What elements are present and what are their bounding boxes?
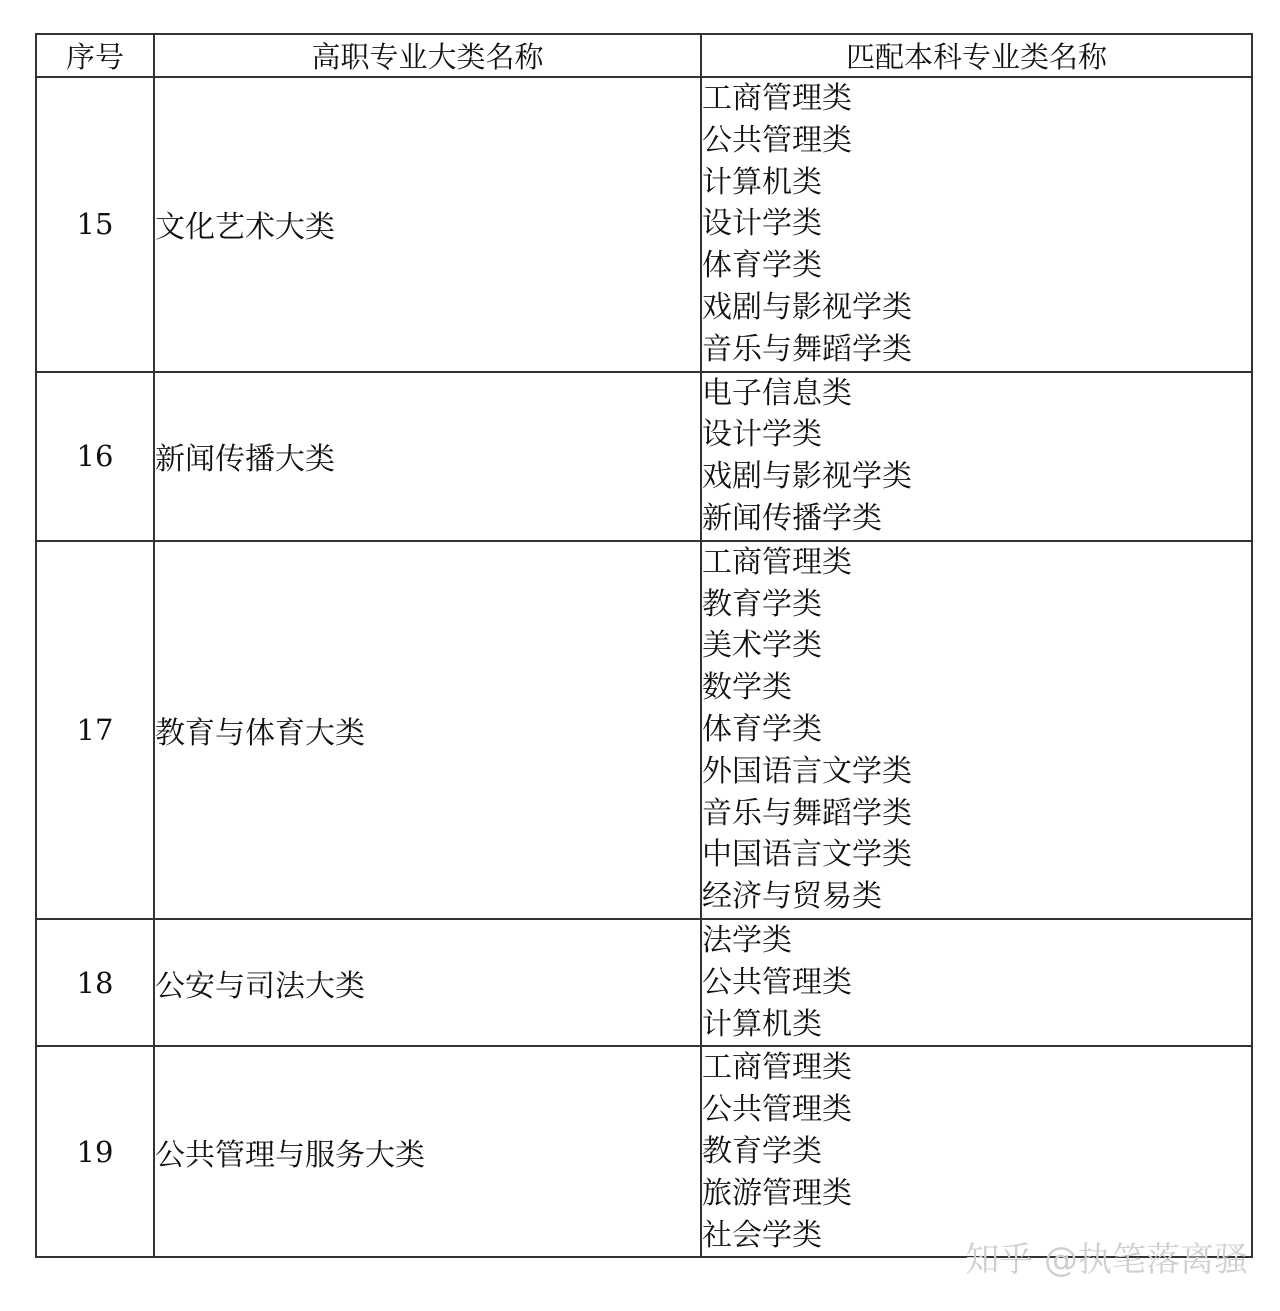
header-match: 匹配本科专业类名称 [701, 34, 1252, 77]
vocational-major-name: 教育与体育大类 [154, 541, 701, 919]
matched-undergrad-item: 工商管理类 [702, 544, 852, 580]
matched-undergrad-item: 社会学类 [702, 1217, 822, 1253]
matched-undergrad-item: 戏剧与影视学类 [702, 289, 912, 325]
matched-undergrad-list [701, 541, 1252, 919]
matched-undergrad-item: 工商管理类 [702, 1050, 852, 1086]
table-row [36, 372, 1252, 541]
vocational-major-name: 公共管理与服务大类 [154, 1046, 701, 1257]
row-number: 16 [36, 372, 154, 541]
matched-undergrad-item: 电子信息类 [702, 375, 852, 411]
matched-undergrad-item: 教育学类 [702, 586, 822, 622]
matched-undergrad-item: 体育学类 [702, 248, 822, 284]
header-no: 序号 [36, 34, 154, 77]
matched-undergrad-item: 美术学类 [702, 628, 822, 664]
matched-undergrad-list [701, 372, 1252, 541]
matched-undergrad-item: 教育学类 [702, 1133, 822, 1169]
matched-undergrad-item: 经济与贸易类 [702, 879, 882, 915]
matched-undergrad-item: 公共管理类 [702, 964, 852, 1000]
table-body [36, 77, 1252, 1257]
matched-undergrad-item: 计算机类 [702, 1006, 822, 1042]
matched-undergrad-item: 法学类 [702, 922, 792, 958]
row-number: 15 [36, 77, 154, 372]
vocational-major-name: 公安与司法大类 [154, 919, 701, 1046]
matched-undergrad-list [701, 77, 1252, 372]
majors-table [35, 33, 1253, 1258]
matched-undergrad-item: 设计学类 [702, 417, 822, 453]
matched-undergrad-list [701, 919, 1252, 1046]
matched-undergrad-item: 公共管理类 [702, 122, 852, 158]
matched-undergrad-item: 音乐与舞蹈学类 [702, 795, 912, 831]
table-row [36, 541, 1252, 919]
matched-undergrad-item: 戏剧与影视学类 [702, 459, 912, 495]
matched-undergrad-item: 公共管理类 [702, 1092, 852, 1128]
vocational-major-name: 新闻传播大类 [154, 372, 701, 541]
matched-undergrad-item: 新闻传播学类 [702, 500, 882, 536]
table-row [36, 1046, 1252, 1257]
row-number: 18 [36, 919, 154, 1046]
vocational-major-name: 文化艺术大类 [154, 77, 701, 372]
table-row [36, 77, 1252, 372]
table-row [36, 919, 1252, 1046]
matched-undergrad-item: 计算机类 [702, 164, 822, 200]
matched-undergrad-item: 外国语言文学类 [702, 753, 912, 789]
matched-undergrad-item: 工商管理类 [702, 81, 852, 116]
matched-undergrad-item: 数学类 [702, 670, 792, 706]
row-number: 19 [36, 1046, 154, 1257]
matched-undergrad-item: 旅游管理类 [702, 1175, 852, 1211]
matched-undergrad-item: 体育学类 [702, 711, 822, 747]
matched-undergrad-item: 设计学类 [702, 206, 822, 242]
header-major: 高职专业大类名称 [154, 34, 701, 77]
header-row [36, 34, 1252, 77]
matched-undergrad-item: 音乐与舞蹈学类 [702, 331, 912, 367]
matched-undergrad-list [701, 1046, 1252, 1257]
row-number: 17 [36, 541, 154, 919]
watermark: 知乎 @执笔落离骚 [965, 1240, 1248, 1280]
matched-undergrad-item: 中国语言文学类 [702, 837, 912, 873]
